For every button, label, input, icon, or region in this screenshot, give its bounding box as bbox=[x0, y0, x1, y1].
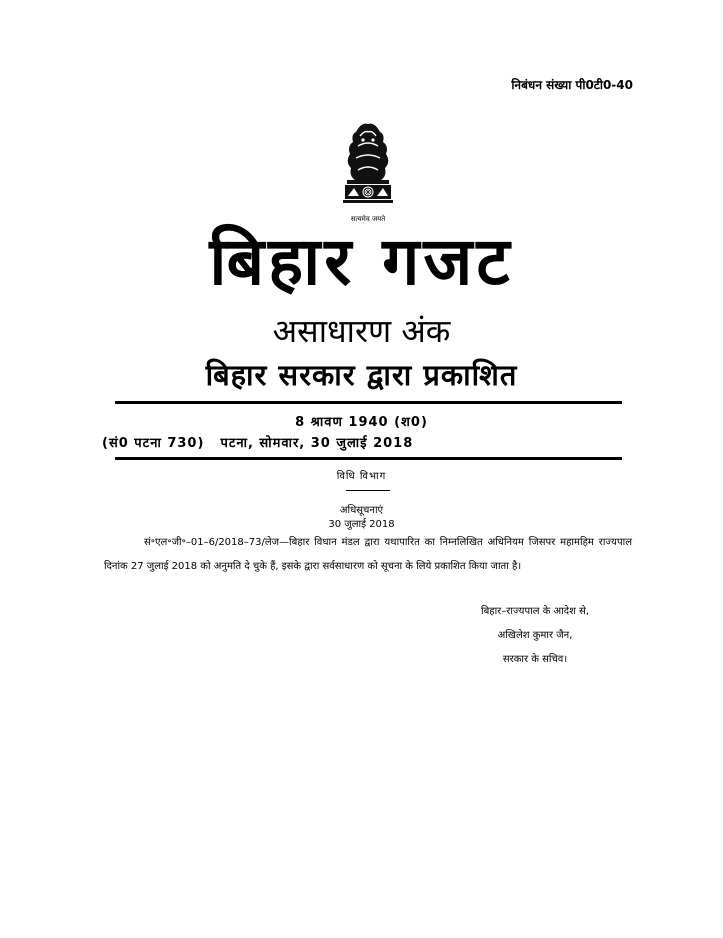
gazette-title: बिहार गजट bbox=[209, 223, 514, 300]
publisher-line: बिहार सरकार द्वारा प्रकाशित bbox=[205, 358, 518, 392]
short-divider bbox=[346, 490, 390, 491]
bottom-divider bbox=[115, 457, 622, 460]
signature-block bbox=[440, 600, 630, 672]
national-emblem-icon bbox=[325, 118, 411, 230]
signatory-name: अखिलेश कुमार जैन, bbox=[497, 630, 573, 641]
top-divider bbox=[115, 401, 622, 404]
notification-body: सं॰एल॰जी॰–01–6/2018–73/लेज—बिहार विधान मंडल द्वारा यथापारित का निम्नलिखित अधिनियम जिसपर महामहिम राज्यपाल दिनांक 27 जुलाई 2018 को अनुमति दे चुके हैं, इसके द्वारा सर्वसाधारण को सूचना के लिये प्रकाशित किया जाता है। bbox=[104, 537, 632, 572]
registration-number: निबंधन संख्या पी0टी0-40 bbox=[511, 78, 633, 92]
signatory-designation: सरकार के सचिव। bbox=[502, 654, 568, 665]
issue-place-date: पटना, सोमवार, 30 जुलाई 2018 bbox=[220, 436, 414, 451]
issue-line bbox=[102, 433, 429, 451]
gazette-subtitle: असाधारण अंक bbox=[272, 312, 451, 350]
notification-date: 30 जुलाई 2018 bbox=[328, 519, 395, 530]
notification-heading: अधिसूचनाएं bbox=[339, 505, 384, 516]
issue-number: (सं0 पटना 730) bbox=[102, 436, 205, 451]
signature-order-line: बिहार–राज्यपाल के आदेश से, bbox=[480, 606, 590, 617]
department-name: विधि विभाग bbox=[336, 471, 387, 482]
saka-date: 8 श्रावण 1940 (श0) bbox=[295, 415, 428, 430]
emblem-motto: सत्यमेव जयते bbox=[350, 215, 386, 223]
